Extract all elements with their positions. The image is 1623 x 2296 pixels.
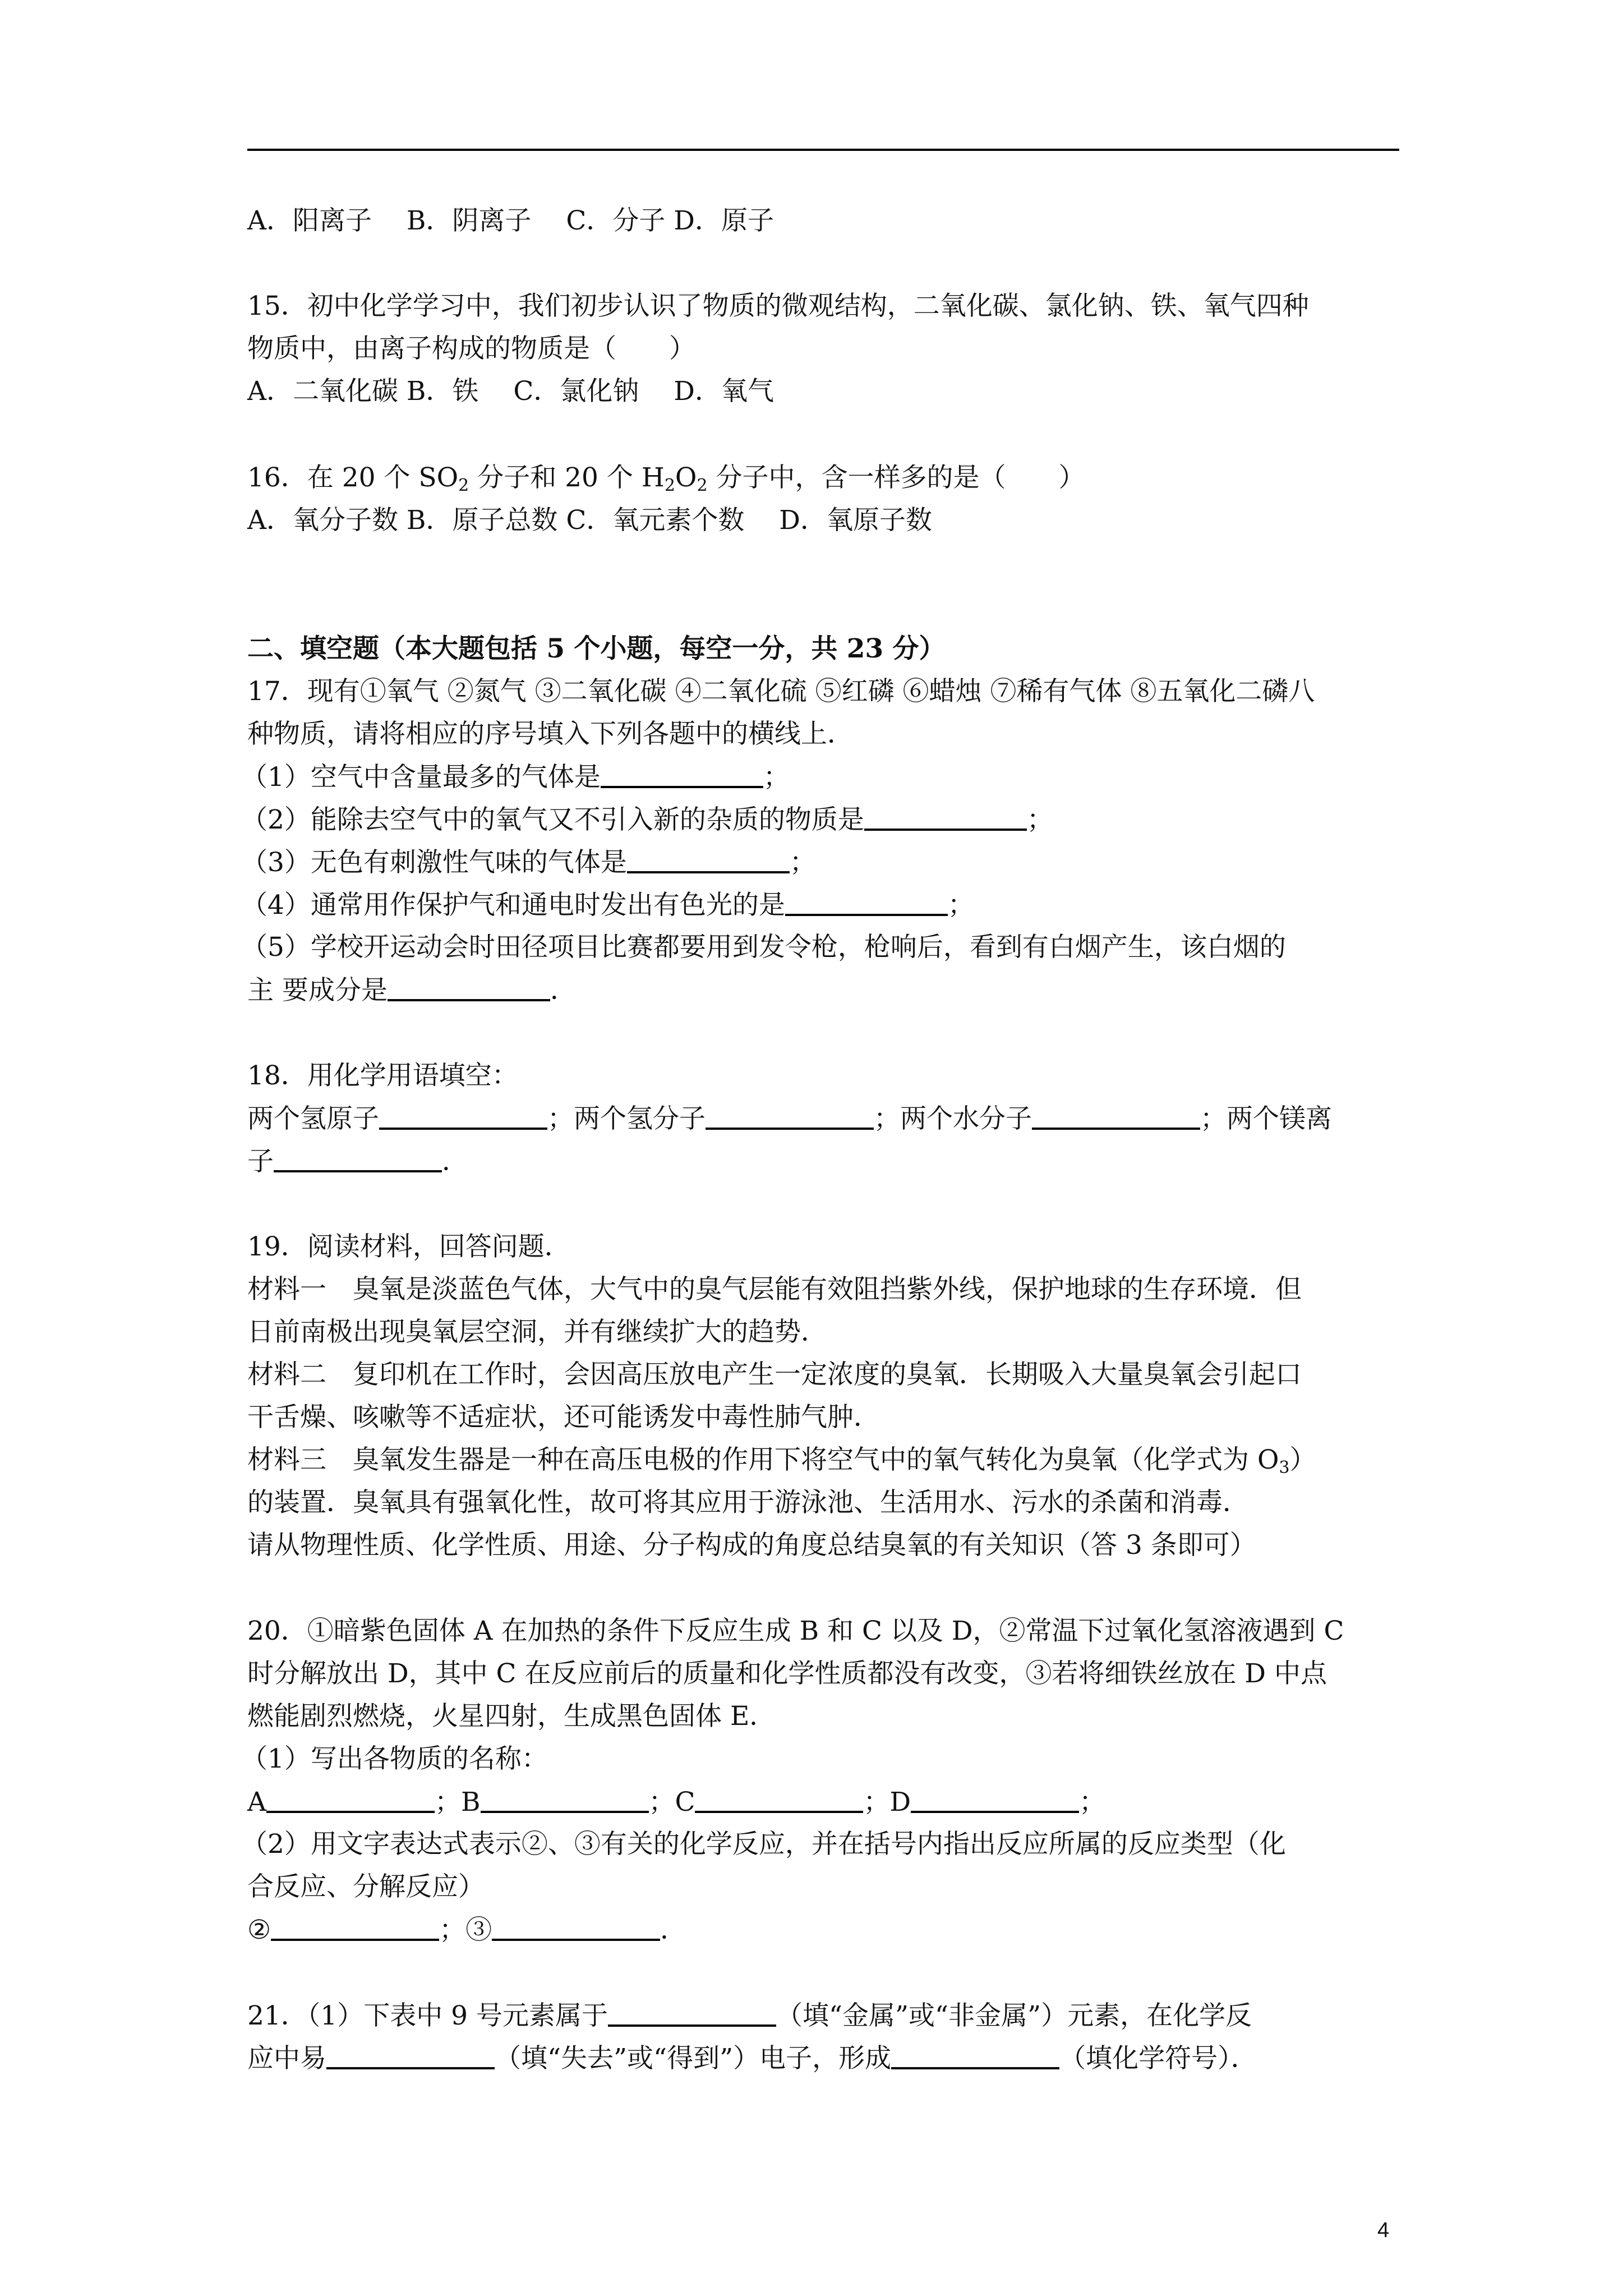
q20-equations-line: ② ；③ ． — [247, 1915, 687, 1945]
q17-sub5-line1: （5）学校开运动会时田径项目比赛都要用到发令枪，枪响后，看到有白烟产生，该白烟的 — [241, 932, 1286, 963]
q20-sub2-line1: （2）用文字表达式表示②、③有关的化学反应，并在括号内指出反应所属的反应类型（化 — [241, 1829, 1286, 1860]
answer-blank — [271, 1916, 439, 1941]
answer-blank — [627, 849, 790, 873]
answer-blank — [1032, 1105, 1200, 1130]
q19-question: 请从物理性质、化学性质、用途、分子构成的角度总结臭氧的有关知识（答 3 条即可） — [247, 1530, 1256, 1561]
q20-names-line: A ；B ；C ；D ； — [247, 1787, 1106, 1818]
q18-title: 18．用化学用语填空： — [247, 1060, 518, 1091]
answer-blank — [891, 2045, 1059, 2069]
q19-material2-line1: 材料二 复印机在工作时，会因高压放电产生一定浓度的臭氧．长期吸入大量臭氧会引起口 — [247, 1359, 1302, 1390]
q15-options: A．二氧化碳 B．铁 C．氯化钠 D．氧气 — [247, 376, 774, 407]
section2-title: 二、填空题（本大题包括 5 个小题，每空一分，共 23 分） — [247, 633, 946, 664]
q19-material3-line1: 材料三 臭氧发生器是一种在高压电极的作用下将空气中的氧气转化为臭氧（化学式为 $O_3$） — [247, 1444, 1316, 1478]
answer-blank — [911, 1788, 1079, 1813]
page-number: 4 — [1377, 2219, 1390, 2242]
answer-blank — [266, 1788, 435, 1813]
q19-material1-line1: 材料一 臭氧是淡蓝色气体，大气中的臭气层能有效阻挡紫外线，保护地球的生存环境．但 — [247, 1274, 1302, 1305]
q18-line1: 两个氢原子 ；两个氢分子 ；两个水分子 ；两个镁离 — [247, 1103, 1332, 1134]
q15-stem-line2: 物质中，由离子构成的物质是（ ） — [247, 333, 695, 364]
header-rule — [247, 149, 1399, 151]
answer-blank — [695, 1788, 863, 1813]
q20-sub1: （1）写出各物质的名称： — [241, 1743, 548, 1774]
q17-sub1: （1）空气中含量最多的气体是 ； — [241, 762, 790, 793]
q21-line2: 应中易 （填“失去”或“得到”）电子，形成 （填化学符号）． — [247, 2043, 1257, 2074]
answer-blank — [388, 977, 550, 1001]
answer-blank — [492, 1916, 660, 1941]
q17-sub5-line2: 主 要成分是 ． — [247, 975, 577, 1006]
answer-blank — [706, 1105, 874, 1130]
q17-sub3: （3）无色有刺激性气味的气体是 ； — [241, 847, 816, 878]
q14-options: A．阳离子 B．阴离子 C．分子 D．原子 — [247, 205, 774, 236]
q17-sub4: （4）通常用作保护气和通电时发出有色光的是 ； — [241, 890, 974, 921]
answer-blank — [864, 806, 1027, 831]
q15-stem-line1: 15．初中化学学习中，我们初步认识了物质的微观结构，二氧化碳、氯化钠、铁、氧气四种 — [247, 291, 1309, 321]
q16-stem: 16．在 20 个 $SO_2$ 分子和 20 个 $H_2O_2$ 分子中，含一样多的是（ ） — [247, 462, 1085, 495]
q18-line2: 子 ． — [247, 1146, 468, 1177]
q19-material1-line2: 日前南极出现臭氧层空洞，并有继续扩大的趋势． — [247, 1317, 827, 1347]
answer-blank — [481, 1788, 649, 1813]
q20-stem-line3: 燃能剧烈燃烧，火星四射，生成黑色固体 E． — [247, 1701, 776, 1732]
q19-title: 19．阅读材料，回答问题． — [247, 1231, 571, 1262]
q17-stem-line1: 17．现有①氧气 ②氮气 ③二氧化碳 ④二氧化硫 ⑤红磷 ⑥蜡烛 ⑦稀有气体 ⑧五氧化二磷八 — [247, 676, 1315, 707]
q20-stem-line2: 时分解放出 D，其中 C 在反应前后的质量和化学性质都没有改变，③若将细铁丝放在 D 中点 — [247, 1658, 1327, 1689]
q19-material2-line2: 干舌燥、咳嗽等不适症状，还可能诱发中毒性肺气肿． — [247, 1402, 880, 1433]
q21-line1: 21．（1）下表中 9 号元素属于 （填“金属”或“非金属”）元素，在化学反 — [247, 2000, 1252, 2031]
q20-sub2-line2: 合反应、分解反应） — [247, 1871, 485, 1902]
answer-blank — [608, 2002, 776, 2027]
q17-sub2: （2）能除去空气中的氧气又不引入新的杂质的物质是 ； — [241, 804, 1053, 835]
answer-blank — [785, 891, 948, 916]
q16-options: A．氧分子数 B．原子总数 C．氧元素个数 D．氧原子数 — [247, 505, 932, 536]
answer-blank — [326, 2045, 495, 2069]
q17-stem-line2: 种物质，请将相应的序号填入下列各题中的横线上． — [247, 719, 854, 749]
answer-blank — [601, 763, 763, 788]
q19-material3-line2: 的装置．臭氧具有强氧化性，故可将其应用于游泳池、生活用水、污水的杀菌和消毒． — [247, 1487, 1249, 1518]
q20-stem-line1: 20．①暗紫色固体 A 在加热的条件下反应生成 B 和 C 以及 D，②常温下过氧化氢溶液遇到 C — [247, 1616, 1344, 1646]
answer-blank — [379, 1105, 547, 1130]
answer-blank — [274, 1148, 442, 1172]
